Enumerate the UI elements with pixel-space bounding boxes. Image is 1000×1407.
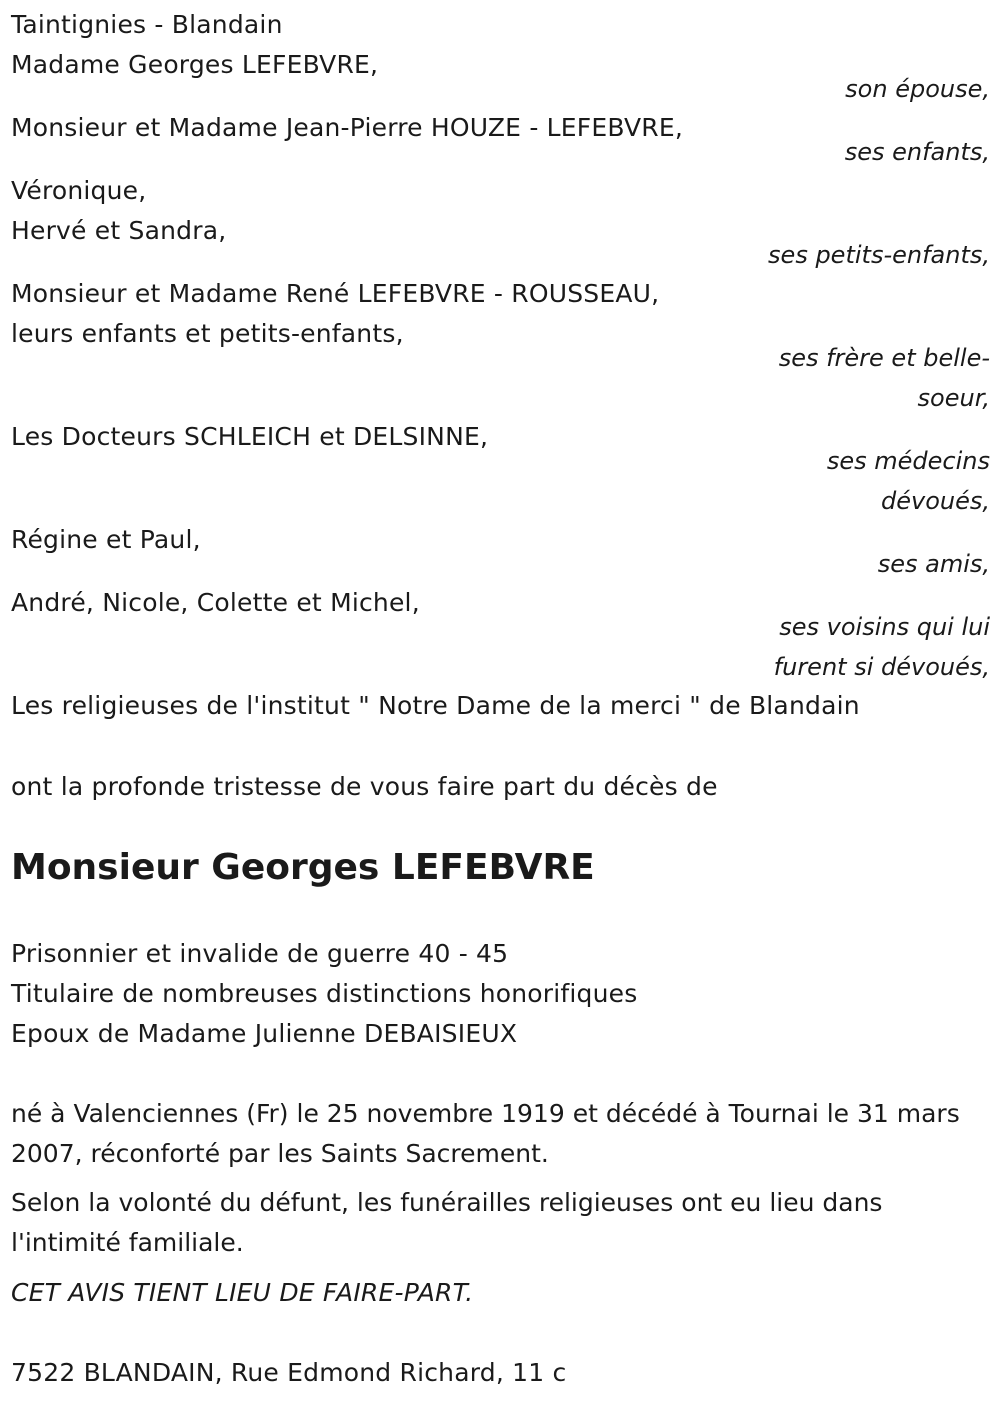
funeral-note: Selon la volonté du défunt, les funérailles religieuses ont eu lieu dans l'intimité familiale. [11, 1188, 883, 1257]
announcement: ont la profonde tristesse de vous faire part du décès de [11, 772, 718, 801]
family-role: ses amis, [877, 550, 990, 578]
family-role: ses frère et belle- [778, 344, 990, 372]
family-name-line: Hervé et Sandra, [11, 216, 227, 245]
family-name-line: André, Nicole, Colette et Michel, [11, 588, 420, 617]
family-role: ses petits-enfants, [768, 241, 990, 269]
family-role: ses enfants, [844, 138, 990, 166]
family-name-line: Régine et Paul, [11, 525, 201, 554]
deceased-name: Monsieur Georges LEFEBVRE [11, 847, 595, 888]
detail-line: Epoux de Madame Julienne DEBAISIEUX [11, 1019, 518, 1048]
birth-death-text: né à Valenciennes (Fr) le 25 novembre 1919 et décédé à Tournai le 31 mars 2007, réconforté par les Saints Sacrement. [11, 1099, 960, 1168]
family-role: son épouse, [845, 75, 990, 103]
religious-line: Les religieuses de l'institut " Notre Dame de la merci " de Blandain [11, 691, 860, 720]
family-role: soeur, [917, 384, 990, 412]
notice-text: CET AVIS TIENT LIEU DE FAIRE-PART. [11, 1278, 474, 1307]
family-name-line: Véronique, [11, 176, 147, 205]
detail-line: Prisonnier et invalide de guerre 40 - 45 [11, 939, 509, 968]
family-role: ses médecins [826, 447, 990, 475]
family-name-line: Les Docteurs SCHLEICH et DELSINNE, [11, 422, 489, 451]
family-name-line: Monsieur et Madame René LEFEBVRE - ROUSSEAU, [11, 279, 660, 308]
family-name-line: Madame Georges LEFEBVRE, [11, 50, 379, 79]
family-role: ses voisins qui lui [779, 613, 990, 641]
address: 7522 BLANDAIN, Rue Edmond Richard, 11 c [11, 1358, 567, 1387]
detail-line: Titulaire de nombreuses distinctions honorifiques [11, 979, 638, 1008]
family-role: dévoués, [881, 487, 990, 515]
family-name-line: leurs enfants et petits-enfants, [11, 319, 404, 348]
location-line: Taintignies - Blandain [11, 10, 283, 39]
family-name-line: Monsieur et Madame Jean-Pierre HOUZE - LEFEBVRE, [11, 113, 683, 142]
family-role: furent si dévoués, [773, 653, 990, 681]
